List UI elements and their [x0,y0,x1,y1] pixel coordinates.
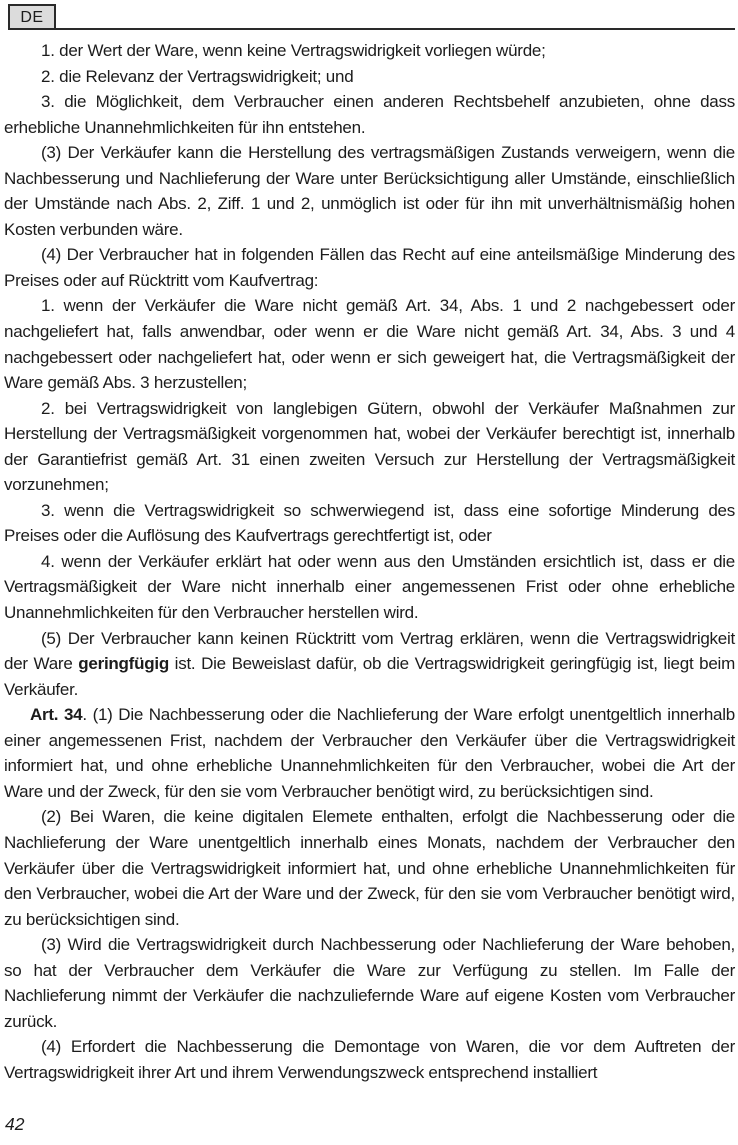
header-rule [8,28,735,30]
paragraph: Art. 34. (1) Die Nachbesserung oder die Nachlieferung der Ware erfolgt unentgeltlich innerhalb einer angemessenen Frist, nachdem der Verbraucher den Verkäufer über die Vertragswidrigkeit informiert hat, und ohne erhebliche Unannehmlichkeiten für den Verbraucher, wobei die Art der Ware und der Zweck, für den sie vom Verbraucher benötigt wird, zu berücksichtigen sind. [4,705,735,801]
document-body [4,38,735,1085]
paragraph: 4. wenn der Verkäufer erklärt hat oder wenn aus den Umständen ersichtlich ist, dass er die Vertragsmäßigkeit der Ware nicht innerhalb einer angemessenen Frist oder ohne erhebliche Unannehmlichkeiten für den Verbraucher herstellen wird. [4,551,735,623]
language-tab-label: DE [20,8,44,26]
paragraph: (3) Wird die Vertragswidrigkeit durch Nachbesserung oder Nachlieferung der Ware behoben, so hat der Verbraucher dem Verkäufer die Ware zur Verfügung zu stellen. Im Falle der Nachlieferung nimmt der Verkäufer die nachzuliefernde Ware auf eigene Kosten vom Verbraucher zurück. [4,935,735,1031]
paragraph: 2. bei Vertragswidrigkeit von langlebigen Gütern, obwohl der Verkäufer Maßnahmen zur Herstellung der Vertragsmäßigkeit vorgenommen hat, wobei der Verkäufer berechtigt ist, innerhalb der Garantiefrist gemäß Art. 31 einen zweiten Versuch zur Herstellung der Vertragsmäßigkeit vorzunehmen; [4,398,735,495]
paragraph: 1. wenn der Verkäufer die Ware nicht gemäß Art. 34, Abs. 1 und 2 nachgebessert oder nachgeliefert hat, falls anwendbar, oder wenn er die Ware nicht gemäß Art. 34, Abs. 3 und 4 nachgebessert oder nachgeliefert hat, oder wenn er sich geweigert hat, die Vertragsmäßigkeit der Ware gemäß Abs. 3 herzustellen; [4,296,735,393]
language-tab[interactable] [8,4,56,29]
paragraph: (3) Der Verkäufer kann die Herstellung des vertragsmäßigen Zustands verweigern, wenn die Nachbesserung und Nachlieferung der Ware unter Berücksichtigung aller Umstände, einschließlich der Umstände nach Abs. 2, Ziff. 1 und 2, unmöglich ist oder für ihn mit unverhältnismäßig hohen Kosten verbunden wäre. [4,143,735,239]
paragraph: (4) Erfordert die Nachbesserung die Demontage von Waren, die vor dem Auftreten der Vertragswidrigkeit ihrer Art und ihrem Verwendungszweck entsprechend installiert [4,1037,735,1082]
page-number: 42 [5,1114,25,1134]
paragraph: 3. die Möglichkeit, dem Verbraucher einen anderen Rechtsbehelf anzubieten, ohne dass erhebliche Unannehmlichkeiten für ihn entstehen. [4,92,735,137]
paragraph: 2. die Relevanz der Vertragswidrigkeit; und [41,66,354,86]
paragraph: (2) Bei Waren, die keine digitalen Elemete enthalten, erfolgt die Nachbesserung oder die Nachlieferung der Ware unentgeltlich innerhalb eines Monats, nachdem der Verbraucher den Verkäufer über die Vertragswidrigkeit informiert hat, und ohne erhebliche Unannehmlichkeiten für den Verbraucher, wobei die Art der Ware und der Zweck, für den sie vom Verbraucher benötigt wird, zu berücksichtigen sind. [4,807,735,929]
paragraph: 3. wenn die Vertragswidrigkeit so schwerwiegend ist, dass eine sofortige Minderung des Preises oder die Auflösung des Kaufvertrags gerechtfertigt ist, oder [4,500,735,546]
paragraph: (4) Der Verbraucher hat in folgenden Fällen das Recht auf eine anteilsmäßige Minderung des Preises oder auf Rücktritt vom Kaufvertrag: [4,245,735,290]
paragraph: 1. der Wert der Ware, wenn keine Vertragswidrigkeit vorliegen würde; [41,41,546,60]
paragraph: (5) Der Verbraucher kann keinen Rücktritt vom Vertrag erklären, wenn die Vertragswidrigkeit der Ware geringfügig ist. Die Beweislast dafür, ob die Vertragswidrigkeit geringfügig ist, liegt beim Verkäufer. [4,628,735,699]
